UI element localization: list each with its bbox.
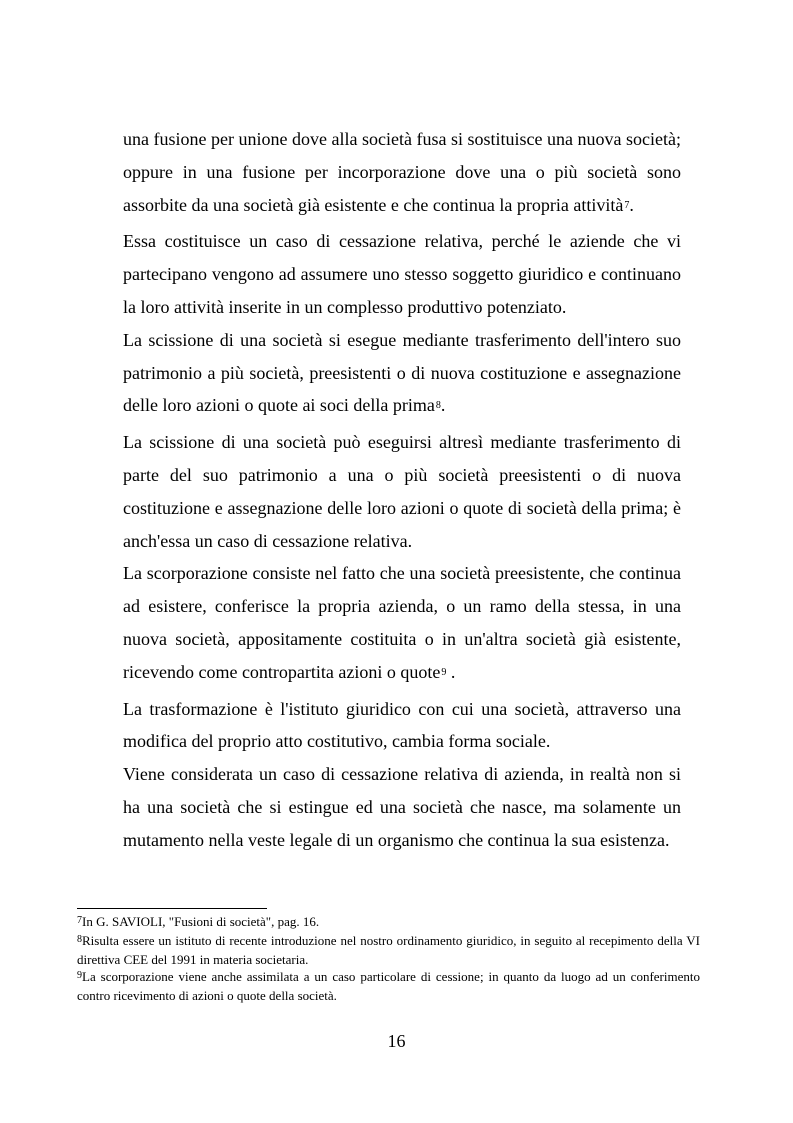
paragraph-text: La scissione di una società si esegue mediante trasferimento dell'intero suo patrimonio a più società, preesistenti o di nuova costituzione e assegnazione delle loro azioni o quote ai soci della prima [123, 329, 681, 416]
paragraph-trasformazione [123, 693, 681, 759]
footnote-reference-7[interactable]: 7 [624, 199, 630, 211]
footnotes [77, 913, 700, 1004]
paragraph-scissione-parziale [123, 426, 681, 557]
footnote-text: In G. SAVIOLI, "Fusioni di società", pag. 16. [82, 914, 320, 929]
footnote-reference-9[interactable]: 9 [441, 666, 447, 678]
paragraph-cessazione-azienda [123, 758, 681, 856]
paragraph-text: Viene considerata un caso di cessazione relativa di azienda, in realtà non si ha una società che si estingue ed una società che nasce, ma solamente un mutamento nella veste legale di un organismo che continua la sua esistenza. [123, 764, 681, 850]
paragraph-text: La scorporazione consiste nel fatto che una società preesistente, che continua ad esistere, conferisce la propria azienda, o un ramo della stessa, in una nuova società, appositamente costituita o in un'altra società già esistente, ricevendo come contropartita azioni o quote [123, 563, 681, 682]
paragraph-text: La trasformazione è l'istituto giuridico con cui una società, attraverso una modifica del proprio atto costitutivo, cambia forma sociale. [123, 698, 681, 752]
footnote-text: La scorporazione viene anche assimilata a un caso particolare di cessione; in quanto da luogo ad un conferimento contro ricevimento di azioni o quote della società. [77, 969, 700, 1003]
footnote-number: 7 [77, 915, 82, 926]
paragraph-text: La scissione di una società può eseguirsi altresì mediante trasferimento di parte del suo patrimonio a una o più società preesistenti o di nuova costituzione e assegnazione delle loro azioni o quote di società della prima; è anch'essa un caso di cessazione relativa. [123, 432, 681, 551]
footnote-number: 9 [77, 970, 82, 981]
footnote-number: 8 [77, 934, 82, 945]
paragraph-scissione [123, 324, 681, 426]
footnote-separator [77, 908, 267, 909]
footnote-9 [77, 968, 700, 1004]
paragraph-text: una fusione per unione dove alla società fusa si sostituisce una nuova società; oppure in una fusione per incorporazione dove una o più società sono assorbite da una società già esistente e che continua la propria attività [123, 129, 681, 215]
footnote-8 [77, 932, 700, 968]
paragraph-text: Essa costituisce un caso di cessazione relativa, perché le aziende che vi partecipano vengono ad assumere uno stesso soggetto giuridico e continuano la loro attività inserite in un complesso produttivo potenziato. [123, 231, 681, 317]
paragraph-fusione [123, 123, 681, 225]
paragraph-scorporazione [123, 557, 681, 692]
footnote-7 [77, 913, 700, 932]
page-number: 16 [387, 1031, 406, 1051]
paragraph-tail: . [629, 194, 634, 215]
body-text [123, 123, 681, 857]
paragraph-tail: . [440, 395, 446, 416]
paragraph-cessazione-relativa [123, 225, 681, 323]
paragraph-tail: . [446, 661, 456, 682]
footnote-text: Risulta essere un istituto di recente introduzione nel nostro ordinamento giuridico, in seguito al recepimento della VI direttiva CEE del 1991 in materia societaria. [77, 933, 700, 967]
footnote-reference-8[interactable]: 8 [435, 400, 441, 412]
